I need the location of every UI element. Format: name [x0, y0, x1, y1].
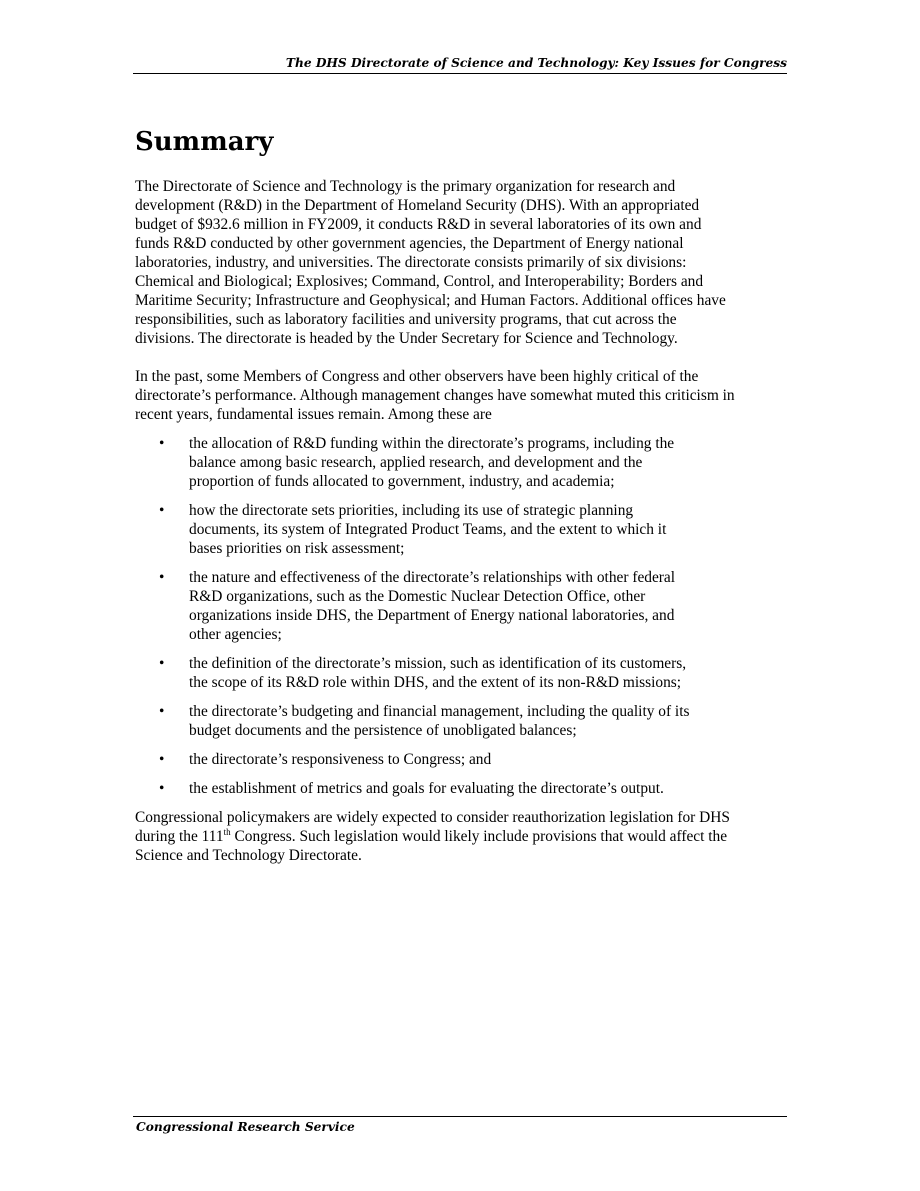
- text-line: the allocation of R&D funding within the directorate’s programs, including the: [189, 435, 675, 452]
- text-line: the scope of its R&D role within DHS, and the extent of its non-R&D missions;: [189, 674, 682, 691]
- text-line-with-superscript: [135, 827, 795, 846]
- text-fragment: during the 111: [135, 828, 224, 845]
- text-line: the directorate’s budgeting and financial management, including the quality of its: [189, 703, 690, 720]
- text-line: Maritime Security; Infrastructure and Geophysical; and Human Factors. Additional offices have: [135, 292, 726, 309]
- bullet-point: •: [159, 655, 165, 672]
- text-line: The Directorate of Science and Technology is the primary organization for research and: [135, 178, 676, 195]
- list-item: [135, 501, 795, 558]
- paragraph-spacer: [135, 348, 795, 367]
- text-line: other agencies;: [189, 626, 282, 643]
- text-line: how the directorate sets priorities, including its use of strategic planning: [189, 502, 634, 519]
- bullet-point: •: [159, 780, 165, 797]
- text-line: the definition of the directorate’s mission, such as identification of its customers,: [189, 655, 687, 672]
- text-line: divisions. The directorate is headed by the Under Secretary for Science and Technology.: [135, 330, 678, 347]
- list-item: [135, 568, 795, 644]
- text-line: the establishment of metrics and goals for evaluating the directorate’s output.: [189, 780, 664, 797]
- text-line: budget of $932.6 million in FY2009, it conducts R&D in several laboratories of its own and: [135, 216, 702, 233]
- header-rule: [133, 73, 787, 74]
- text-line: balance among basic research, applied research, and development and the: [189, 454, 643, 471]
- text-line: In the past, some Members of Congress and other observers have been highly critical of the: [135, 368, 699, 385]
- text-line: proportion of funds allocated to government, industry, and academia;: [189, 473, 615, 490]
- text-line: funds R&D conducted by other government agencies, the Department of Energy national: [135, 235, 684, 252]
- footer-rule: [133, 1116, 787, 1117]
- list-item: [135, 750, 795, 769]
- text-line: organizations inside DHS, the Department of Energy national laboratories, and: [189, 607, 675, 624]
- summary-paragraph-2: [135, 367, 795, 424]
- list-item: [135, 434, 795, 491]
- text-line: recent years, fundamental issues remain. Among these are: [135, 406, 492, 423]
- bullet-point: •: [159, 435, 165, 452]
- text-line: bases priorities on risk assessment;: [189, 540, 405, 557]
- text-line: budget documents and the persistence of unobligated balances;: [189, 722, 577, 739]
- page-title: Summary: [135, 127, 274, 157]
- ordinal-superscript: th: [223, 827, 231, 837]
- summary-paragraph-1: [135, 177, 795, 348]
- text-line: documents, its system of Integrated Product Teams, and the extent to which it: [189, 521, 667, 538]
- text-line: development (R&D) in the Department of Homeland Security (DHS). With an appropriated: [135, 197, 700, 214]
- text-line: R&D organizations, such as the Domestic Nuclear Detection Office, other: [189, 588, 646, 605]
- bullet-point: •: [159, 703, 165, 720]
- text-line: Science and Technology Directorate.: [135, 847, 362, 864]
- body-content: [135, 177, 795, 865]
- issues-list: [135, 434, 795, 798]
- running-header: The DHS Directorate of Science and Technology: Key Issues for Congress: [285, 56, 787, 70]
- text-line: the nature and effectiveness of the directorate’s relationships with other federal: [189, 569, 676, 586]
- footer-text: Congressional Research Service: [136, 1120, 355, 1134]
- text-line: Chemical and Biological; Explosives; Command, Control, and Interoperability; Borders and: [135, 273, 704, 290]
- text-line: Congressional policymakers are widely expected to consider reauthorization legislation for DHS: [135, 809, 730, 826]
- text-line: directorate’s performance. Although management changes have somewhat muted this criticism in: [135, 387, 735, 404]
- list-item: [135, 779, 795, 798]
- bullet-point: •: [159, 751, 165, 768]
- list-item: [135, 654, 795, 692]
- text-line: laboratories, industry, and universities. The directorate consists primarily of six divisions:: [135, 254, 687, 271]
- bullet-point: •: [159, 569, 165, 586]
- text-fragment: Congress. Such legislation would likely include provisions that would affect the: [230, 828, 728, 845]
- bullet-point: •: [159, 502, 165, 519]
- summary-paragraph-3: [135, 808, 795, 865]
- text-line: responsibilities, such as laboratory facilities and university programs, that cut across the: [135, 311, 677, 328]
- text-line: the directorate’s responsiveness to Congress; and: [189, 751, 492, 768]
- list-item: [135, 702, 795, 740]
